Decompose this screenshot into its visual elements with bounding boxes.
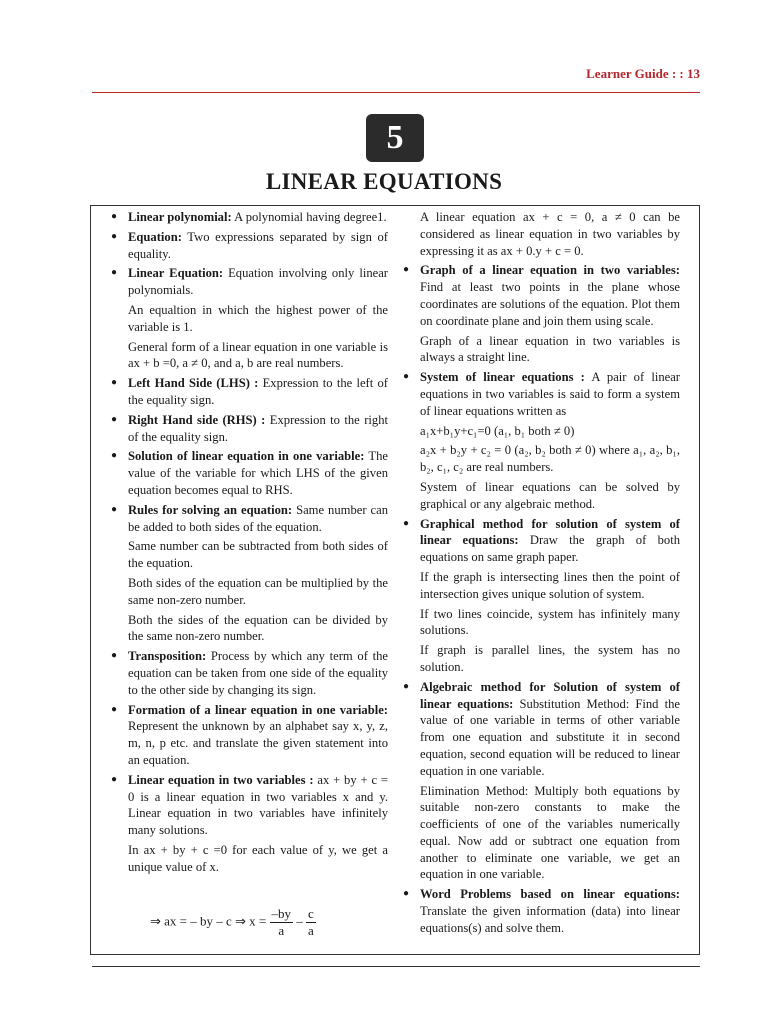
list-item: ● Linear equation in two variables : ax + by + c = 0 is a linear equation in two variables x and y. Linear equation in two variables have infinitely many solutions. <box>110 772 388 839</box>
paragraph: Graph of a linear equation in two variables is always a straight line. <box>420 333 680 365</box>
paragraph: Elimination Method: Multiply both equations by suitable non-zero constants to make the coefficients of one of the variables numerically equal. Now add or subtract one equation from another to eliminate one variable, we get an equation in one variable. <box>420 783 680 882</box>
list-item: ● System of linear equations : A pair of linear equations in two variables is said to form a system of linear equations written as <box>402 369 680 419</box>
list-item: ● Linear polynomial: A polynomial having degree1. <box>110 209 388 226</box>
paragraph: Both the sides of the equation can be divided by the same non-zero number. <box>128 612 388 644</box>
fraction: $\frac{c}{a}$ <box>308 906 314 938</box>
list-item: ● Right Hand side (RHS) : Expression to the right of the equality sign. <box>110 412 388 446</box>
left-column <box>110 209 388 878</box>
fraction: $\frac{-by}{a}$ <box>271 906 291 938</box>
list-item: ● Equation: Two expressions separated by sign of equality. <box>110 229 388 263</box>
list-item: ● Linear Equation: Equation involving only linear polynomials. <box>110 265 388 299</box>
chapter-number-badge: 5 <box>366 114 424 162</box>
footer-rule <box>92 966 700 967</box>
list-item: ● Algebraic method for Solution of system of linear equations: Substitution Method: Find the value of one variable in terms of other variable from one equation and substitute it in second equation, second equation will be reduced to linear equation in one variable. <box>402 679 680 780</box>
list-item: ● Rules for solving an equation: Same number can be added to both sides of the equation. <box>110 502 388 536</box>
right-column <box>402 209 680 940</box>
list-item: ● Formation of a linear equation in one variable: Represent the unknown by an alphabet say x, y, z, m, n, p etc. and translate the given statement into an equation. <box>110 702 388 769</box>
list-item: ● Solution of linear equation in one variable: The value of the variable for which LHS of the given equation becomes equal to RHS. <box>110 448 388 498</box>
chapter-title: LINEAR EQUATIONS <box>265 169 503 194</box>
header-rule <box>92 92 700 93</box>
formula: ⇒ ax = – by – c ⇒ x = $\frac{-by}{a}$ – $\frac{c}{a}$ <box>150 906 314 938</box>
list-item: ● Transposition: Process by which any term of the equation can be taken from one side of the equality to the other side by changing its sign. <box>110 648 388 698</box>
paragraph: Both sides of the equation can be multiplied by the same non-zero number. <box>128 575 388 607</box>
paragraph: General form of a linear equation in one variable is ax + b =0, a ≠ 0, and a, b are real numbers. <box>128 339 388 371</box>
paragraph: If graph is parallel lines, the system has no solution. <box>420 643 680 674</box>
paragraph: If two lines coincide, system has infinitely many solutions. <box>420 606 680 638</box>
equation: a₁x+b₁y+c₁=0 (a₁, b₁ both ≠ 0) <box>420 423 575 438</box>
running-header: Learner Guide : : 13 <box>586 66 700 81</box>
equation: a₂x + b₂y + c₂ = 0 (a₂, b₂ both ≠ 0) where a₁, a₂, b₁, b₂, c₁, c₂ are real numbers. <box>420 443 680 475</box>
list-item: ● Word Problems based on linear equations: Translate the given information (data) into linear equations(s) and solve them. <box>402 886 680 936</box>
paragraph: An equaltion in which the highest power of the variable is 1. <box>128 302 388 334</box>
paragraph: A linear equation ax + c = 0, a ≠ 0 can be considered as linear equation in two variables by expressing it as ax + 0.y + c = 0. <box>420 210 680 258</box>
paragraph: System of linear equations can be solved by graphical or any algebraic method. <box>420 479 680 511</box>
list-item: ● Left Hand Side (LHS) : Expression to the left of the equality sign. <box>110 375 388 409</box>
list-item: ● Graph of a linear equation in two variables: Find at least two points in the plane whose coordinates are solutions of the equation. Plot them on coordinate plane and join them using scale. <box>402 262 680 329</box>
paragraph: In ax + by + c =0 for each value of y, we get a unique value of x. <box>128 842 388 874</box>
list-item: ● Graphical method for solution of system of linear equations: Draw the graph of both equations on same graph paper. <box>402 516 680 566</box>
paragraph: Same number can be subtracted from both sides of the equation. <box>128 539 388 571</box>
paragraph: If the graph is intersecting lines then the point of intersection gives unique solution of system. <box>420 569 680 601</box>
